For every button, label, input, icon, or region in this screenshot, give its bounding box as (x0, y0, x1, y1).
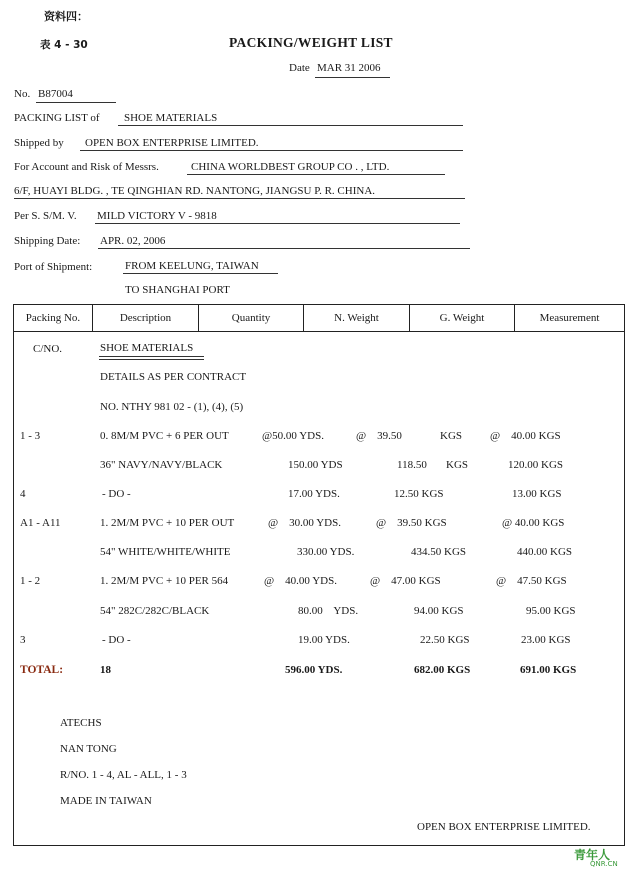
shipping-date-underline (98, 248, 470, 249)
row-5-description: 54" WHITE/WHITE/WHITE (100, 546, 231, 558)
frame-left-border (13, 332, 14, 846)
cno-label: C/NO. (33, 343, 63, 355)
total-g-weight: 691.00 KGS (520, 664, 577, 676)
column-header-quantity: Quantity (199, 305, 304, 331)
row-5-n-weight: 434.50 KGS (411, 546, 467, 558)
row-7-n-weight: 94.00 KGS (414, 605, 464, 617)
row-3-g-weight: 13.00 KGS (512, 488, 562, 500)
total-quantity: 596.00 YDS. (285, 664, 343, 676)
address-value: 6/F, HUAYI BLDG. , TE QINGHIAN RD. NANTONG, JIANGSU P. R. CHINA. (14, 185, 376, 197)
frame-bottom-border (13, 845, 625, 846)
column-header-measurement: Measurement (539, 312, 600, 324)
row-5-quantity: 330.00 YDS. (297, 546, 355, 558)
total-packages: 18 (100, 664, 111, 676)
row-1-quantity: @50.00 YDS. (262, 430, 324, 442)
row-3-description: - DO - (102, 488, 131, 500)
shipping-mark-4: MADE IN TAIWAN (60, 795, 152, 807)
shipping-date-value: APR. 02, 2006 (100, 235, 166, 247)
vessel-value: MILD VICTORY V - 9818 (97, 210, 217, 222)
table-reference: 表 4 - 30 (40, 39, 88, 51)
column-header-row (13, 304, 625, 332)
row-8-quantity: 19.00 YDS. (298, 634, 350, 646)
column-header-g-weight: G. Weight (410, 305, 515, 331)
port-to: TO SHANGHAI PORT (125, 284, 230, 296)
row-8-description: - DO - (102, 634, 131, 646)
row-8-packing-no: 3 (20, 634, 26, 646)
shipping-date-label: Shipping Date: (14, 235, 81, 247)
description-title-underline-1 (99, 356, 204, 357)
row-4-g-weight: @ 40.00 KGS (502, 517, 565, 529)
frame-right-border (624, 332, 625, 846)
address-underline (14, 198, 465, 199)
row-6-quantity: @ 40.00 YDS. (264, 575, 337, 587)
total-label: TOTAL: (20, 664, 64, 676)
section-label: 资料四： (44, 10, 88, 23)
account-value: CHINA WORLDBEST GROUP CO . , LTD. (191, 161, 390, 173)
description-title-underline-2 (99, 359, 204, 360)
row-3-quantity: 17.00 YDS. (288, 488, 340, 500)
vessel-underline (95, 223, 460, 224)
column-header-description: Description (93, 305, 199, 331)
no-label: No. (14, 88, 31, 100)
signature-company: OPEN BOX ENTERPRISE LIMITED. (417, 821, 591, 833)
shipped-by-value: OPEN BOX ENTERPRISE LIMITED. (85, 137, 259, 149)
watermark-url: QNR.CN (590, 860, 618, 868)
account-underline (187, 174, 445, 175)
row-2-description: 36" NAVY/NAVY/BLACK (100, 459, 223, 471)
shipping-mark-1: ATECHS (60, 717, 102, 729)
account-label: For Account and Risk of Messrs. (14, 161, 159, 173)
packing-list-value: SHOE MATERIALS (124, 112, 218, 124)
row-2-g-weight: 120.00 KGS (508, 459, 564, 471)
description-title: SHOE MATERIALS (100, 342, 194, 354)
watermark-logo: 青年人 (574, 848, 611, 862)
packing-list-label: PACKING LIST of (14, 112, 100, 124)
no-value: B87004 (38, 88, 73, 100)
column-header-n-weight: N. Weight (304, 305, 410, 331)
contract-number-line: NO. NTHY 981 02 - (1), (4), (5) (100, 401, 244, 413)
row-4-quantity: @ 30.00 YDS. (268, 517, 341, 529)
row-6-packing-no: 1 - 2 (20, 575, 41, 587)
row-4-packing-no: A1 - A11 (20, 517, 61, 529)
date-underline (315, 77, 390, 78)
shipped-by-underline (80, 150, 463, 151)
row-3-n-weight: 12.50 KGS (394, 488, 444, 500)
row-1-packing-no: 1 - 3 (20, 430, 41, 442)
shipping-mark-3: R/NO. 1 - 4, AL - ALL, 1 - 3 (60, 769, 187, 781)
row-5-g-weight: 440.00 KGS (517, 546, 573, 558)
vessel-label: Per S. S/M. V. (14, 210, 77, 222)
row-2-quantity: 150.00 YDS (288, 459, 343, 471)
row-2-n-weight: 118.50 (397, 459, 427, 471)
row-1-n-weight-unit: KGS (440, 430, 463, 442)
row-3-packing-no: 4 (20, 488, 26, 500)
total-n-weight: 682.00 KGS (414, 664, 471, 676)
port-label: Port of Shipment: (14, 261, 93, 273)
row-1-g-weight: @ 40.00 KGS (490, 430, 561, 442)
row-7-g-weight: 95.00 KGS (526, 605, 576, 617)
row-4-description: 1. 2M/M PVC + 10 PER OUT (100, 517, 235, 529)
row-6-g-weight: @ 47.50 KGS (496, 575, 567, 587)
row-4-n-weight: @ 39.50 KGS (376, 517, 447, 529)
row-8-n-weight: 22.50 KGS (420, 634, 470, 646)
shipping-mark-2: NAN TONG (60, 743, 117, 755)
port-from-underline (123, 273, 278, 274)
row-1-n-weight: @ 39.50 (356, 430, 402, 442)
row-2-n-weight-unit: KGS (446, 459, 469, 471)
no-underline (36, 102, 116, 103)
row-6-n-weight: @ 47.00 KGS (370, 575, 441, 587)
row-7-description: 54" 282C/282C/BLACK (100, 605, 210, 617)
row-7-quantity: 80.00 YDS. (298, 605, 359, 617)
shipped-by-label: Shipped by (14, 137, 64, 149)
date-value: MAR 31 2006 (317, 62, 381, 74)
port-from: FROM KEELUNG, TAIWAN (125, 260, 259, 272)
column-header-packing-no: Packing No. (14, 305, 93, 331)
packing-list-underline (118, 125, 463, 126)
contract-line: DETAILS AS PER CONTRACT (100, 371, 247, 383)
row-6-description: 1. 2M/M PVC + 10 PER 564 (100, 575, 229, 587)
date-label: Date (289, 62, 310, 74)
row-8-g-weight: 23.00 KGS (521, 634, 571, 646)
row-1-description: 0. 8M/M PVC + 6 PER OUT (100, 430, 229, 442)
document-title: PACKING/WEIGHT LIST (229, 35, 393, 50)
